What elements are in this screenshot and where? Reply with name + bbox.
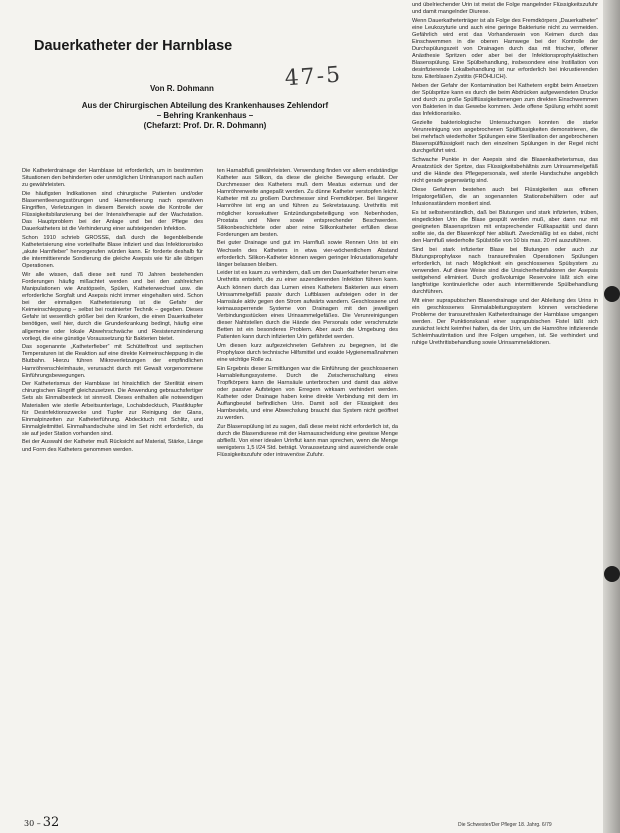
paragraph: Mit einer suprapubischen Blasendrainage und der Ableitung des Urins in ein geschlossenes Einmalableitungssystem können verschiedene Probleme der transurethralen Katheterdrainage der Harnblase umgangen werden. Der Punktionskanal einer suprapubischen Fistel läßt sich zunächst leicht keimfrei halten, da der Urin, um die Harnröhre infizierende Schleimhautirritation und ihre Folgen umgehen, ist. Sie verhindert und ruhige Urethritisbehandlung sowie Urinsammelaktionen. (412, 297, 598, 347)
paragraph: Bei guter Drainage und gut im Harnfluß sowie Rennen Urin ist ein Wechseln des Katheters in etwa vier-wöchentlichem Abstand erforderlich. Silikon-Katheter können wegen geringer Inkrustationsgefahr länger belassen bleiben. (217, 240, 398, 268)
paragraph: Bei der Auswahl der Katheter muß Rücksicht auf Material, Stärke, Länge und Form des Katheters genommen werden. (22, 439, 203, 453)
paragraph: Sind bei stark infizierter Blase bei Blutungen oder auch zur Blutungsprophylaxe nach transurethralen Operationen Spülungen erforderlich, ist nach Möglichkeit ein geschlossenes Spülsystem zu verwenden. Auf diese Weise sind die Unsicherheitsfaktoren der Asepsis weitgehend eliminiert. Durch großvolumige Reservoire läßt sich eine langfristige kontinuierliche oder auch intermittierende Spülbehandlung durchführen. (412, 246, 598, 296)
paragraph: Neben der Gefahr der Kontamination bei Kathetern ergibt beim Ansetzen der Spülspritze kann es durch die beim Abdrücken aufgewendeten Drucke und durch zu große Spülflüssigkeitsmengen zum direkten Einschwemmen von Bakterien in das Gewebe kommen. Jede offene Spülung erhöht somit das Infektionsrisiko. (412, 83, 598, 118)
affiliation-line: – Behring Krankenhaus – (156, 111, 254, 120)
paragraph: Schwache Punkte in der Asepsis sind die Blasenkatheterismus, das Ansatzstück der Spritze, das Flüssigkeitsbehältnis zum Urinsammelgefäß und die Hände des Pflegepersonals, weil sterile Handschuhe angeblich nicht gerade gegenwärtig sind. (412, 156, 598, 185)
paragraph: Das sogenannte „Katheterfieber“ mit Schüttelfrost und septischen Temperaturen ist die Reaktion auf eine direkte Keimeinschleppung in die Blutbahn. Hierzu führen Mikroverletzungen der empfindlichen Harnröhrenschleimhaute, verursacht durch mit Gewalt vorgenommene Einführungsbewegungen. (22, 344, 203, 379)
paragraph: Schon 1910 schrieb GROSSE, daß durch die liegenbleibende Katheterisierung eine vorteilhafte Blase infiziert und das Infektionsrisiko „akute Harnfieber“ hervorgerufen würden kann. Er forderte deshalb für die intermittierende Sondierung die gleiche Asepsis wie für alle übrigen Operationen. (22, 234, 203, 270)
paragraph: ten Harnabfluß gewährleisten. Verwendung finden vor allem endständige Katheter aus Silikon, da diese die gleiche Bewegung erlaubt. Der Durchmesser des Katheters muß dem Meatus externus und der Harnröhrenweite angepaßt werden. Zu dünne Katheter verstopfen leicht. Katheter mit zu großem Durchmesser sind Fremdkörper. Bei längerer Harnröhre ist eng an und führen zu Sekretstauung. Urethritis mit möglicher konsekutiver Entzündungsbeteiligung von Nebenhoden, Prostata und Niere sowie entsprechender Beschwerden. Silikonbeschichtete oder aber reine Silikonkatheter erfüllen diese Forderungen am besten. (217, 168, 398, 238)
journal-footer: Die Schwester/Der Pfleger 18. Jahrg. 6/79 (458, 822, 552, 828)
affiliation-line: (Chefarzt: Prof. Dr. R. Dohmann) (143, 121, 267, 130)
handwritten-annotation: 47-5 (283, 62, 343, 92)
binder-hole-icon (604, 566, 620, 582)
text-column-2 (217, 168, 398, 818)
paragraph: Der Katheterismus der Harnblase ist hinsichtlich der Sterilität einem chirurgischen Eingriff gleichzusetzen. Die Anwendung gebrauchsfertiger Sets als Einmalbesteck ist sinnvoll. Dieses enthalten alle notwendigen Materialien wie sterile Arbeitsunterlage, Lochabdecktuch, Plastiktupfer für Desinfektionszwecke und Tupfer zur Reinigung der Glans, Einmalpinzetten zur Katheterführung. Abdecktuch mit Schlitz, und Einmalgleitmittel. Einmalhandschuhe sind im Set nicht erforderlich, da sie auf jeder Station vorhanden sind. (22, 381, 203, 437)
affiliation-block (40, 101, 370, 131)
paragraph: Es ist selbstverständlich, daß bei Blutungen und stark infizierten, trüben, eingedickten Urin die Blase gespült werden muß, aber dann nur mit geeigneten Blasenspritzen mit entsprechender Füllkapazität und dann sollte sie, da der Blasenkopf hier abläuft. Zweckmäßig ist es dabei, nicht den Harnfluß wiederholte Spülstöße von 10 bis max. 20 ml auszuführen. (412, 209, 598, 244)
text-column-3 (412, 2, 598, 816)
article-title: Dauerkatheter der Harnblase (34, 38, 233, 54)
paragraph: Ein Ergebnis dieser Ermittlungen war die Einführung der geschlossenen Harnableitungssysteme. Durch die Zwischenschaltung eines Tropfkörpers kann die Harnsäule unterbrochen und damit das aktive oder passive Aufsteigen von Erregern wirksam verhindert werden. Katheter oder Drainage haben keine direkte Verbindung mit dem im Auffangbeutel befindlichen Urin. Damit soll der Flüssigkeit des Harnbeutels, und eine Abwechslung braucht das System nicht geöffnet zu werden. (217, 365, 398, 422)
paragraph: Gezielte bakteriologische Untersuchungen konnten die starke Verunreinigung von angebrochenen Spülflüssigkeiten demonstrieren, die bei mehrfach wiederholter Spülungen eine Sterilisation der angebrochenen Blasenspülflüssigkeit nach den einzelnen Spülungen in der Regel nicht durchgeführt wird. (412, 120, 598, 155)
page-number (24, 815, 59, 830)
paragraph: Diese Gefahren bestehen auch bei Flüssigkeiten aus offenen Irrigatorgefäßen, die an sogenannten Stationsbehältern oder auf Infusionsständern montiert sind. (412, 186, 598, 208)
paragraph: Zur Blasenspülung ist zu sagen, daß diese meist nicht erforderlich ist, da durch die Blasendiurese mit der Harnausscheidung eine gewisse Menge abfließt. Von einer idealen Urinflut kann man sprechen, wenn die Menge wenigstens 1,5 l/24 Std. beträgt. Voraussetzung sind ausreichende orale Flüssigkeitszufuhr oder intravenöse Zufuhr. (217, 423, 398, 459)
paragraph: Um diesen kurz aufgezeichneten Gefahren zu begegnen, ist die Prophylaxe durch technische Hilfsmittel und exakte Hygienemaßnahmen eine wichtige Rolle zu. (217, 342, 398, 363)
affiliation-line: Aus der Chirurgischen Abteilung des Krankenhauses Zehlendorf (81, 101, 329, 110)
paragraph: Die Katheterdrainage der Harnblase ist erforderlich, um in bestimmten Situationen den behinderten oder unmöglichen Urintransport nach außen zu gewährleisten. (22, 168, 203, 189)
page-number-handwritten: 32 (42, 815, 60, 830)
article-author: Von R. Dohmann (150, 84, 214, 93)
paragraph: Wir alle wissen, daß diese seit rund 70 Jahren bestehenden Forderungen häufig mißachtet werden und bei den zahlreichen Manipulationen wie Anstöpseln, Spülen, Katheterwechsel usw. die erforderliche Sorgfalt und Asepsis nicht immer eingehalten wird. Schon bei der einmaligen Katheterisierung ist die Gefahr der Keimeinschleppung – selbst bei routinierter Technik – gegeben. Dieses Gefahr ist wesentlich größer bei den Kranken, die einen Dauerkatheter benötigen, weil hier, durch die Grunderkrankung bedingt, häufig eine allgemeine oder lokale Abwehrschwäche und Resistenzminderung vorliegt, die eine günstige Voraussetzung für Bakterien bietet. (22, 271, 203, 342)
binder-edge (603, 0, 620, 833)
page-number-printed: 30 – (24, 819, 41, 828)
paragraph: und übelriechender Urin ist meist die Folge mangelnder Flüssigkeitszufuhr und damit mangelnder Diurese. (412, 2, 598, 16)
binder-hole-icon (604, 286, 620, 302)
paragraph: Leider ist es kaum zu verhindern, daß um den Dauerkatheter herum eine Urethritis entsteht, die zu einer aszendierenden Infektion führen kann. Auch können durch das Lumen eines Katheters Bakterien aus einem Urinsammelgefäß passiv durch Luftblasen aufsteigen oder in der Harnsäule aktiv gegen den Strom aufwärts wandern. Geschlossene und keimaussperrende Systeme von Drainagen mit den jeweiligen Verbindungsstücken eines Urinsammelgefäßes. Die Verunreinigungen dieser Nahtstellen durch die Hände des Personals oder verschmutzte Betten ist ein besonderes Problem. Aber auch die Umgebung des Patienten kann durch infizierten Urin gefährdet werden. (217, 270, 398, 341)
paragraph: Die häufigsten Indikationen sind chirurgische Patienten und/oder Blasenentleerungsstörungen und Harnentleerung nach operativen Eingriffen, Verletzungen in diesem Bereich sowie die Kontrolle der Flüssigkeitsbilanzierung bei der Intensivtherapie auf der Wachstation. Das Hauptproblem bei der Anlage und bei der Pflege des Dauerkatheters ist die Verhinderung einer aufsteigenden Infektion. (22, 190, 203, 233)
text-column-1 (22, 168, 203, 818)
paragraph: Wenn Dauerkatheterträger ist als Folge des Fremdkörpers „Dauerkatheter“ eine Leukozyturie und auch eine geringe Bakteriurie nicht zu vermeiden. Gefährlich wird erst das Vorhandensein von Keimen durch das Einschwemmen in die oberen Harnwege bei der Kontrolle der Durchspülungszeit von Drainagen durch das mit frischer, offener Anästhesie Spritzen oder aber bei der Infektionsprophylaktischen Blasenspülung. Eine Spülbehandlung, insbesondere eine Instillation von desinfizierende Lokalbehandlung ist nur erforderlich bei inkrustierenden bzw. Eiterblasen Zystitis (FRÖHLICH). (412, 17, 598, 81)
